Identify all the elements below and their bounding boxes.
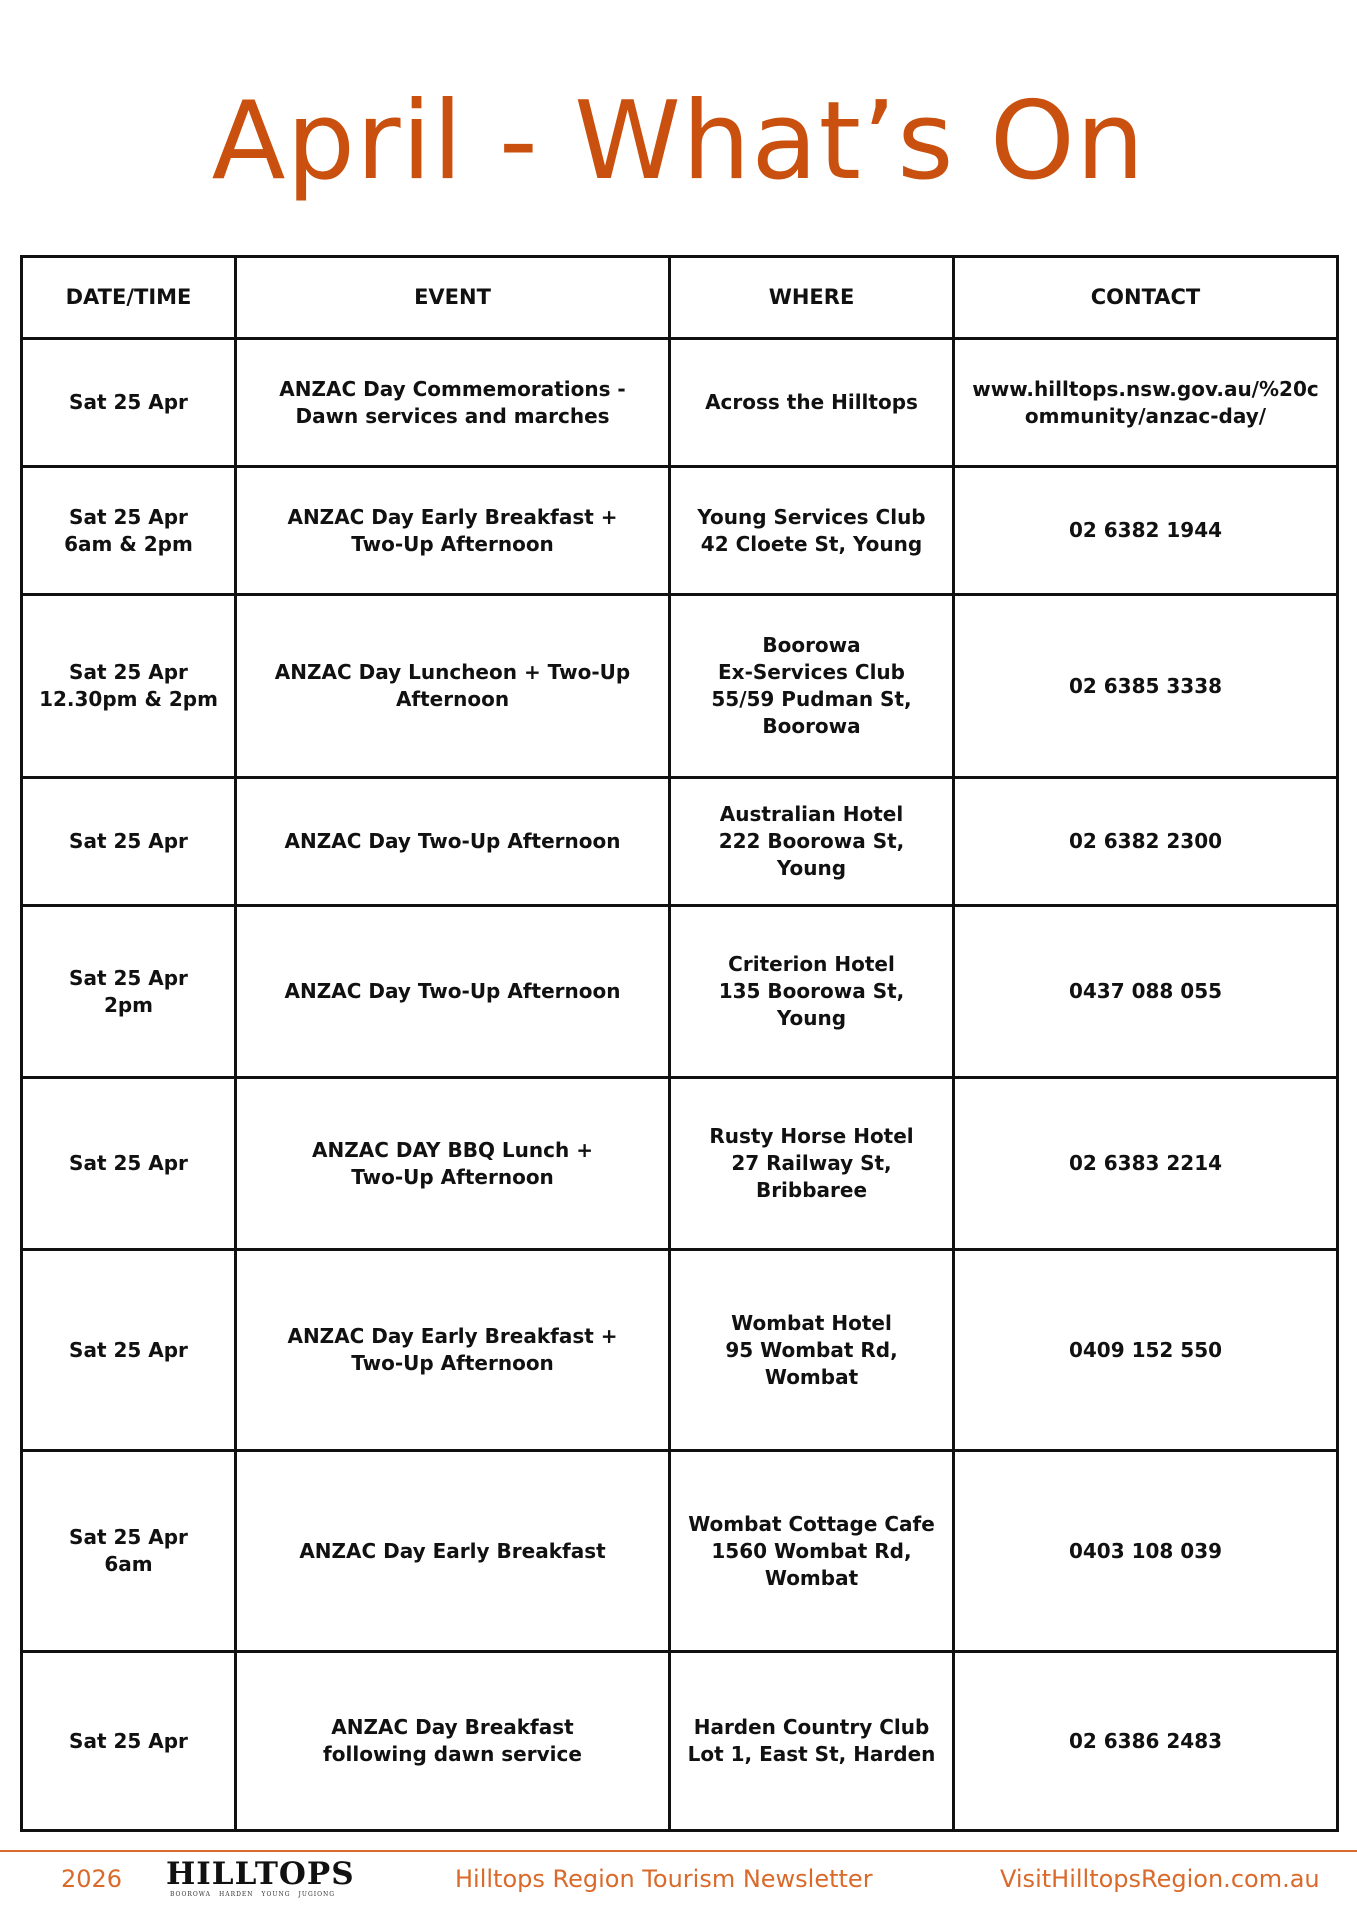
- table-row: [22, 778, 1338, 906]
- date-time-cell: [22, 1078, 236, 1250]
- where-cell-line: 1560 Wombat Rd,: [711, 1538, 912, 1563]
- date-time-cell: [22, 1451, 236, 1652]
- date-time-cell-line: Sat 25 Apr: [69, 504, 188, 529]
- where-cell-line: 222 Boorowa St, Young: [718, 829, 905, 880]
- logo-town: HARDEN: [219, 1891, 254, 1898]
- event-cell-line: Two-Up Afternoon: [351, 1164, 554, 1189]
- event-cell: [236, 906, 670, 1078]
- where-cell-line: 95 Wombat Rd,: [725, 1337, 898, 1362]
- logo-towns: [166, 1891, 336, 1898]
- footer-website[interactable]: VisitHilltopsRegion.com.au: [1000, 1865, 1320, 1893]
- event-cell-line: ANZAC Day Luncheon + Two-Up: [274, 660, 631, 684]
- table-header-row: [22, 257, 1338, 339]
- logo-text: HILLTOPS: [166, 1856, 355, 1892]
- date-time-cell: [22, 778, 236, 906]
- where-cell-line: Wombat Hotel: [731, 1310, 892, 1335]
- date-time-cell: [22, 595, 236, 778]
- where-cell: [670, 467, 954, 595]
- footer-year: 2026: [61, 1865, 123, 1893]
- where-cell-line: Wombat Cottage Cafe: [688, 1511, 935, 1536]
- where-cell-line: 27 Railway St,: [731, 1151, 892, 1175]
- date-time-cell-line: 2pm: [103, 992, 154, 1017]
- event-cell: [236, 595, 670, 778]
- date-time-cell-line: Sat 25 Apr: [69, 965, 188, 990]
- event-cell-line: ANZAC DAY BBQ Lunch +: [312, 1137, 593, 1162]
- header-contact: CONTACT: [954, 257, 1338, 339]
- date-time-cell-line: Sat 25 Apr: [69, 1151, 188, 1175]
- contact-cell: 02 6383 2214: [954, 1078, 1338, 1250]
- contact-cell: 0403 108 039: [954, 1451, 1338, 1652]
- where-cell: [670, 339, 954, 467]
- events-table-body: [22, 339, 1338, 1831]
- date-time-cell: [22, 906, 236, 1078]
- contact-cell[interactable]: www.hilltops.nsw.gov.au/%20community/anzac-day/: [954, 339, 1338, 467]
- date-time-cell: [22, 339, 236, 467]
- where-cell: [670, 1250, 954, 1451]
- footer-divider: [0, 1850, 1357, 1852]
- where-cell-line: Wombat: [764, 1364, 859, 1389]
- table-row: [22, 339, 1338, 467]
- date-time-cell-line: 12.30pm & 2pm: [39, 687, 218, 711]
- contact-cell: 02 6385 3338: [954, 595, 1338, 778]
- event-cell-line: ANZAC Day Two-Up Afternoon: [284, 829, 621, 853]
- where-cell: [670, 1652, 954, 1831]
- where-cell-line: Bribbaree: [755, 1178, 868, 1202]
- where-cell: [670, 906, 954, 1078]
- contact-cell: 0409 152 550: [954, 1250, 1338, 1451]
- where-cell-line: Across the Hilltops: [705, 390, 918, 414]
- header-where: WHERE: [670, 257, 954, 339]
- where-cell-line: Criterion Hotel: [728, 952, 895, 976]
- contact-cell: 0437 088 055: [954, 906, 1338, 1078]
- date-time-cell: [22, 467, 236, 595]
- table-row: [22, 1078, 1338, 1250]
- date-time-cell-line: 6am: [104, 1552, 153, 1576]
- event-cell-line: Two-Up Afternoon: [351, 531, 554, 556]
- contact-cell: 02 6382 2300: [954, 778, 1338, 906]
- event-cell-line: ANZAC Day Two-Up Afternoon: [284, 979, 621, 1003]
- where-cell-line: Ex-Services Club: [718, 660, 905, 684]
- event-cell-line: Two-Up Afternoon: [351, 1351, 554, 1375]
- where-cell-line: Boorowa: [762, 633, 861, 657]
- event-cell: [236, 1652, 670, 1831]
- event-cell-line: ANZAC Day Early Breakfast: [299, 1538, 606, 1563]
- event-cell: [236, 778, 670, 906]
- event-cell-line: ANZAC Day Early Breakfast +: [287, 504, 618, 529]
- event-cell-line: ANZAC Day Commemorations - Dawn services and marches: [279, 376, 626, 428]
- date-time-cell-line: Sat 25 Apr: [69, 1525, 188, 1549]
- table-row: [22, 1250, 1338, 1451]
- table-row: [22, 1451, 1338, 1652]
- where-cell-line: 135 Boorowa St, Young: [718, 979, 905, 1030]
- date-time-cell-line: Sat 25 Apr: [69, 1728, 188, 1753]
- where-cell-line: Wombat: [764, 1565, 859, 1590]
- where-cell: [670, 1451, 954, 1652]
- header-date-time: DATE/TIME: [22, 257, 236, 339]
- event-cell: [236, 1078, 670, 1250]
- footer-newsletter: Hilltops Region Tourism Newsletter: [455, 1865, 873, 1893]
- date-time-cell-line: Sat 25 Apr: [69, 390, 188, 414]
- date-time-cell-line: Sat 25 Apr: [69, 1337, 188, 1362]
- table-row: [22, 595, 1338, 778]
- logo-town: JUGIONG: [298, 1891, 336, 1898]
- event-cell-line: ANZAC Day Breakfast: [331, 1715, 574, 1739]
- hilltops-logo: [166, 1856, 355, 1898]
- date-time-cell-line: Sat 25 Apr: [69, 660, 188, 684]
- logo-town: YOUNG: [261, 1891, 291, 1898]
- logo-town: BOOROWA: [170, 1891, 211, 1898]
- contact-cell: 02 6386 2483: [954, 1652, 1338, 1831]
- contact-cell: 02 6382 1944: [954, 467, 1338, 595]
- table-row: [22, 1652, 1338, 1831]
- event-cell: [236, 1250, 670, 1451]
- page-title: April - What’s On: [211, 79, 1146, 204]
- where-cell-line: Rusty Horse Hotel: [709, 1124, 914, 1148]
- date-time-cell-line: 6am & 2pm: [64, 531, 193, 556]
- where-cell-line: 55/59 Pudman St,: [711, 687, 912, 711]
- date-time-cell: [22, 1652, 236, 1831]
- event-cell: [236, 1451, 670, 1652]
- table-row: [22, 906, 1338, 1078]
- event-cell-line: Afternoon: [395, 687, 510, 711]
- event-cell: [236, 339, 670, 467]
- event-cell: [236, 467, 670, 595]
- date-time-cell: [22, 1250, 236, 1451]
- header-event: EVENT: [236, 257, 670, 339]
- where-cell-line: Young Services Club: [697, 504, 926, 529]
- date-time-cell-line: Sat 25 Apr: [69, 829, 188, 853]
- where-cell: [670, 1078, 954, 1250]
- where-cell-line: 42 Cloete St, Young: [700, 531, 923, 556]
- where-cell-line: Australian Hotel: [719, 802, 904, 826]
- event-cell-line: following dawn service: [323, 1742, 582, 1766]
- where-cell-line: Boorowa: [762, 714, 861, 738]
- where-cell: [670, 595, 954, 778]
- where-cell-line: Harden Country Club: [693, 1715, 930, 1739]
- where-cell-line: Lot 1, East St, Harden: [687, 1742, 936, 1766]
- table-row: [22, 467, 1338, 595]
- where-cell: [670, 778, 954, 906]
- event-cell-line: ANZAC Day Early Breakfast +: [287, 1324, 618, 1348]
- events-table: [20, 255, 1339, 1832]
